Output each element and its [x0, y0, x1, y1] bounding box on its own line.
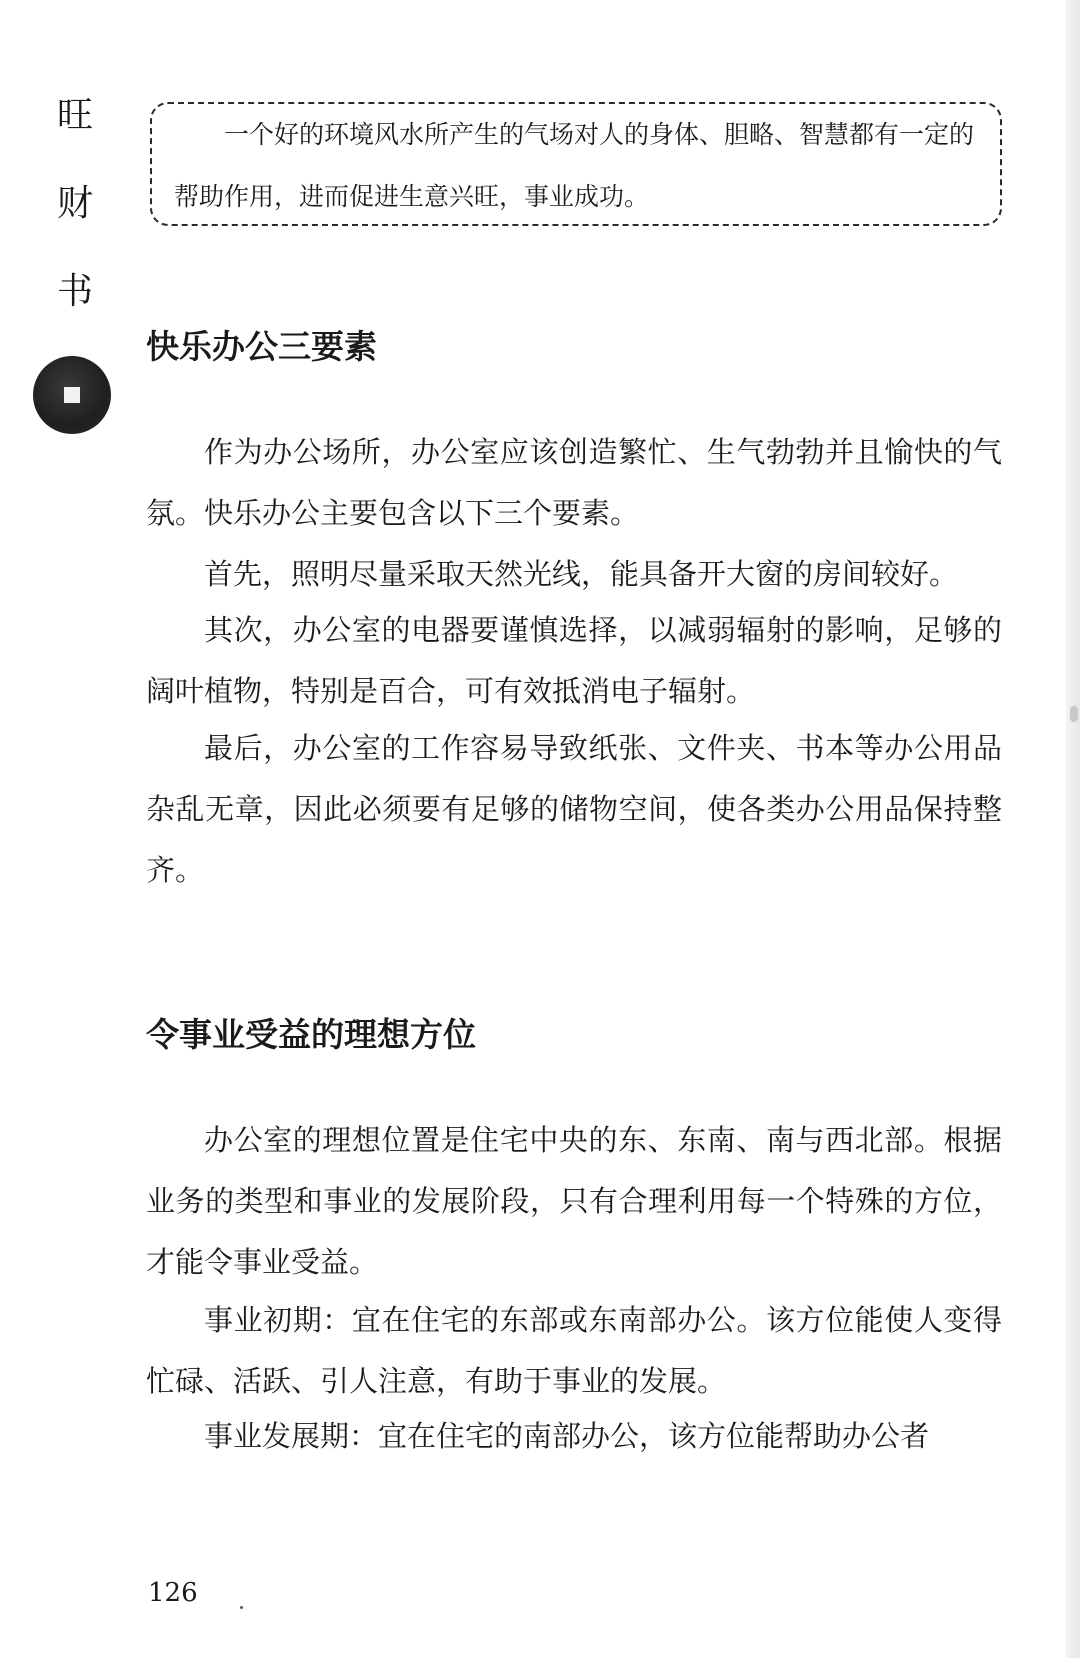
side-title	[52, 95, 98, 362]
scan-speck	[240, 1606, 243, 1609]
paragraph: 其次，办公室的电器要谨慎选择，以减弱辐射的影响，足够的阔叶植物，特别是百合，可有效抵消电子辐射。	[146, 613, 1002, 708]
paragraph: 事业发展期：宜在住宅的南部办公，该方位能帮助办公者	[204, 1419, 930, 1453]
callout-text: 一个好的环境风水所产生的气场对人的身体、胆略、智慧都有一定的帮助作用，进而促进生意兴旺，事业成功。	[174, 120, 975, 211]
paragraph: 最后，办公室的工作容易导致纸张、文件夹、书本等办公用品杂乱无章，因此必须要有足够的储物空间，使各类办公用品保持整齐。	[146, 731, 1002, 887]
paragraph: 作为办公场所，办公室应该创造繁忙、生气勃勃并且愉快的气氛。快乐办公主要包含以下三个要素。	[146, 435, 1002, 530]
callout-box	[150, 102, 1002, 226]
page-edge-shadow	[1066, 0, 1080, 1658]
paragraph: 办公室的理想位置是住宅中央的东、东南、南与西北部。根据业务的类型和事业的发展阶段，只有合理利用每一个特殊的方位，才能令事业受益。	[146, 1123, 1002, 1279]
paragraph: 首先，照明尽量采取天然光线，能具备开大窗的房间较好。	[204, 557, 959, 591]
section-heading: 快乐办公三要素	[146, 327, 377, 366]
side-title-char: 书	[56, 271, 93, 312]
coin-icon	[33, 356, 111, 434]
section-heading: 令事业受益的理想方位	[146, 1015, 476, 1054]
scroll-marker	[1070, 706, 1078, 722]
side-title-char: 财	[56, 183, 93, 224]
page-number: 126	[148, 1578, 198, 1608]
paragraph: 事业初期：宜在住宅的东部或东南部办公。该方位能使人变得忙碌、活跃、引人注意，有助于事业的发展。	[146, 1303, 1002, 1398]
side-title-char: 旺	[56, 95, 93, 136]
